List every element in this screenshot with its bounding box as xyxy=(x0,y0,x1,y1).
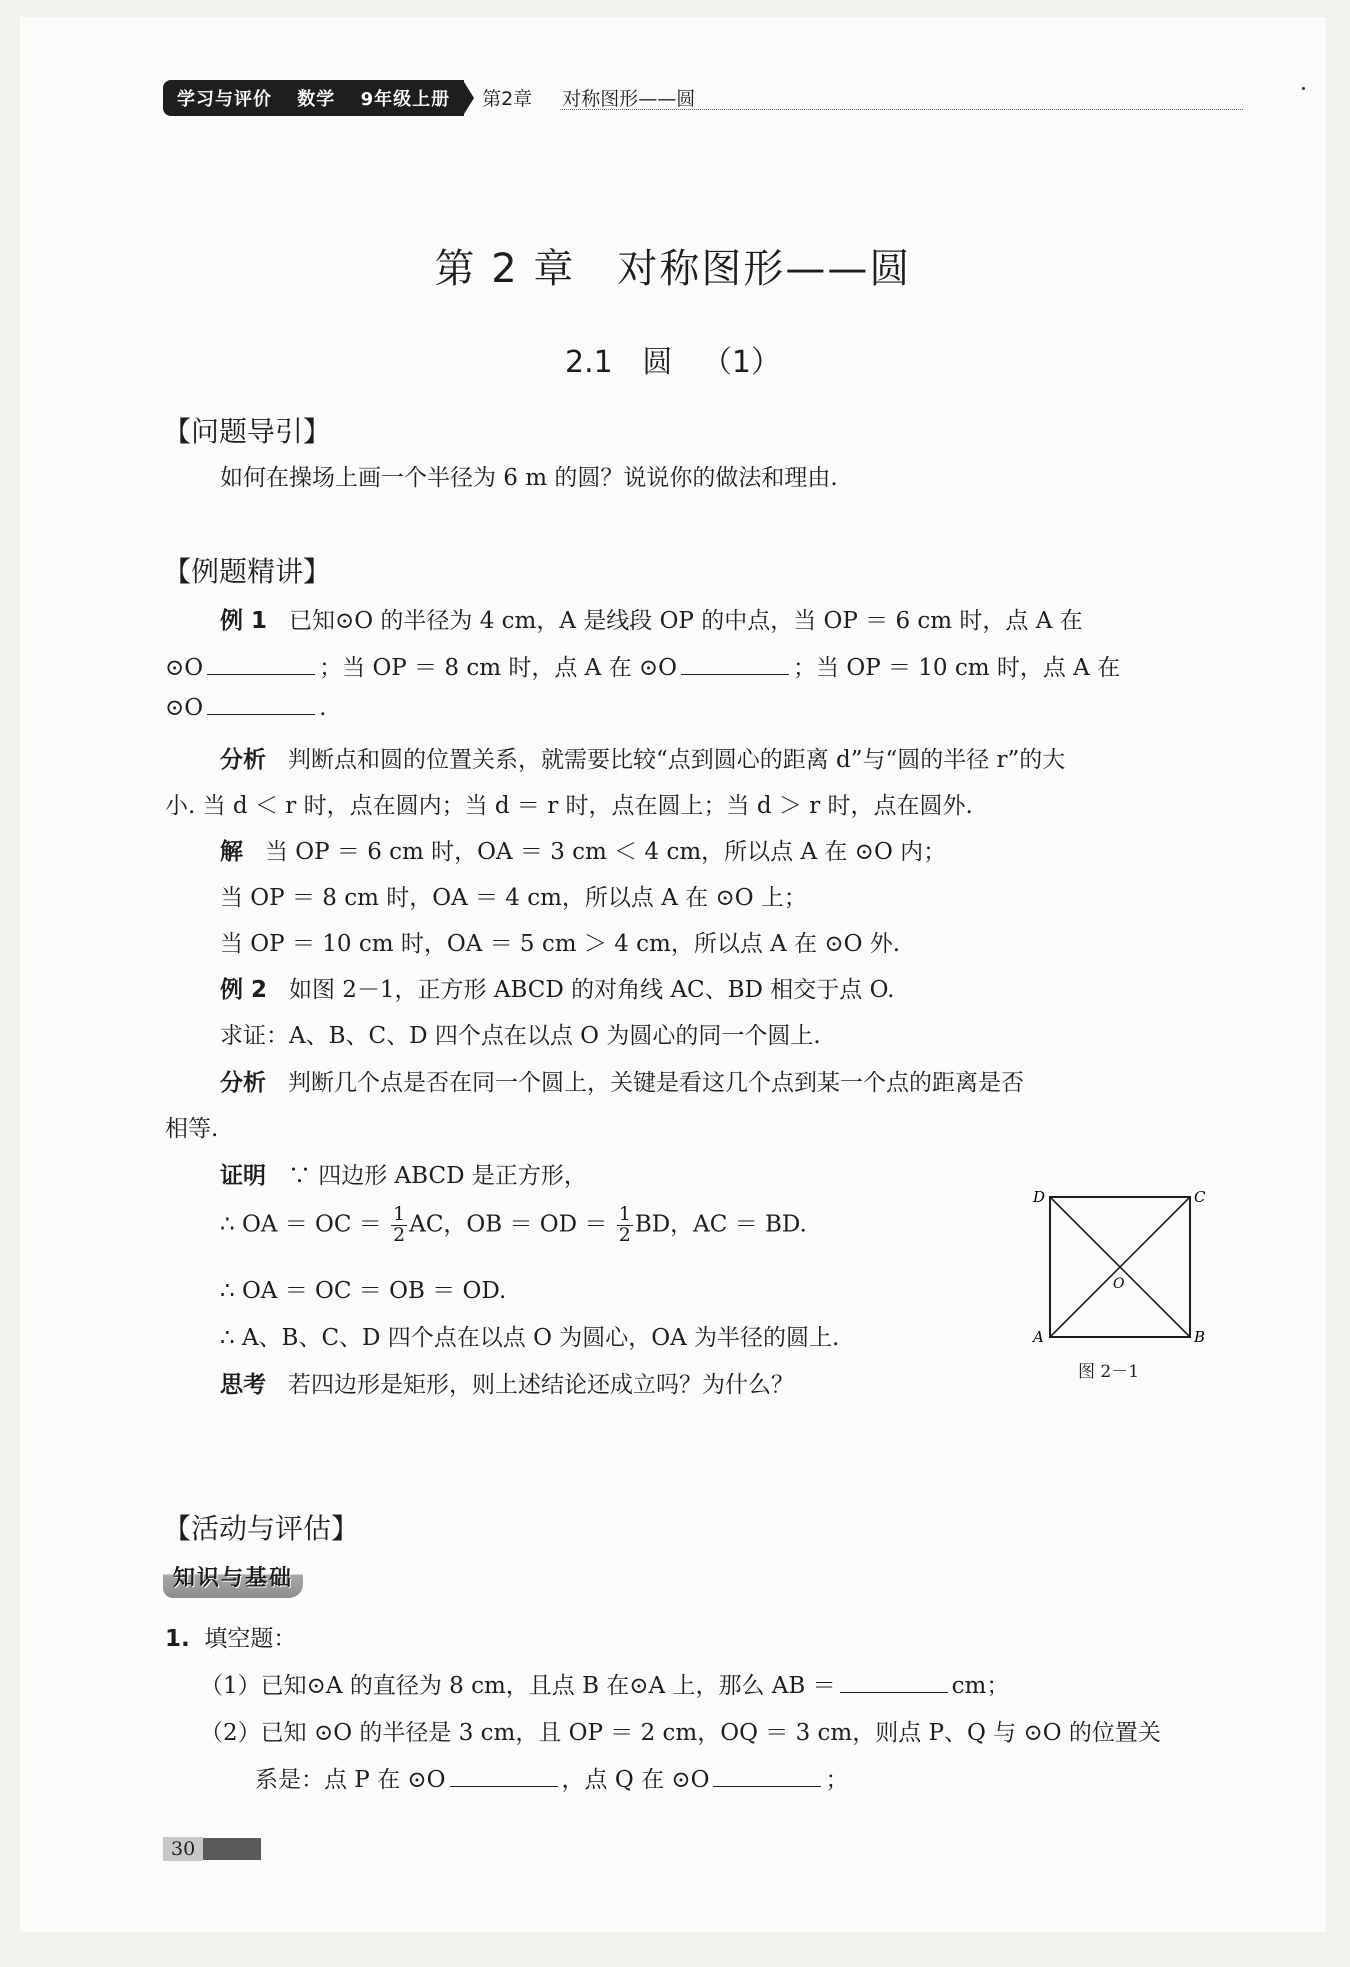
heading-activity: 【活动与评估】 xyxy=(163,1512,360,1545)
analysis-label: 分析 xyxy=(220,747,266,773)
chapter-title: 第 2 章 对称图形——圆 xyxy=(434,246,912,292)
figure-caption: 图 2－1 xyxy=(1078,1362,1140,1382)
header-chapter-number: 第2章 xyxy=(482,87,533,110)
section-title xyxy=(20,337,1326,381)
header-book-info xyxy=(163,80,464,116)
section-part: （1） xyxy=(701,345,781,380)
question-1-2-cont: 系是：点 P 在 ⊙O ，点 Q 在 ⊙O ； xyxy=(255,1767,849,1793)
solution-label: 解 xyxy=(220,839,243,865)
think-label: 思考 xyxy=(220,1372,266,1398)
example2-line2: 求证：A、B、C、D 四个点在以点 O 为圆心的同一个圆上. xyxy=(220,1023,821,1049)
header-item: 数学 xyxy=(297,89,336,110)
subsection-badge: 知识与基础 xyxy=(163,1559,303,1598)
answer-blank[interactable] xyxy=(681,656,789,675)
page-number-bar xyxy=(203,1838,261,1860)
fraction-one-half: $\frac{1}{2}$ xyxy=(618,1203,631,1246)
example2-label: 例 2 xyxy=(220,977,268,1003)
example1-line2: ⊙O ；当 OP ＝ 8 cm 时，点 A 在 ⊙O ；当 OP ＝ 10 cm 时，点 A 在 xyxy=(165,655,1121,681)
header-item: 9年级上册 xyxy=(360,89,451,110)
question-1-2: （2）已知 ⊙O 的半径是 3 cm，且 OP ＝ 2 cm，OQ ＝ 3 cm，则点 P、Q 与 ⊙O 的位置关 xyxy=(200,1720,1161,1746)
center-label-o: O xyxy=(1113,1276,1125,1292)
proof-label: 证明 xyxy=(220,1163,266,1189)
fraction-one-half: $\frac{1}{2}$ xyxy=(393,1203,406,1246)
vertex-label-d: D xyxy=(1033,1188,1046,1206)
section-name: 圆 xyxy=(642,345,673,380)
question-1: 1. 填空题： xyxy=(165,1626,297,1652)
intro-text: 如何在操场上画一个半径为 6 m 的圆？说说你的做法和理由. xyxy=(220,465,838,491)
example2-line1: 例 2 如图 2－1，正方形 ABCD 的对角线 AC、BD 相交于点 O. xyxy=(220,977,895,1003)
section-number: 2.1 xyxy=(565,345,613,380)
scan-speck xyxy=(1302,87,1305,90)
example1-solution-3: 当 OP ＝ 10 cm 时，OA ＝ 5 cm ＞ 4 cm，所以点 A 在 ⊙O 外. xyxy=(220,931,901,957)
example2-analysis-1: 分析 判断几个点是否在同一个圆上，关键是看这几个点到某一个点的距离是否 xyxy=(220,1070,1024,1096)
header-rule xyxy=(560,109,1243,110)
vertex-label-a: A xyxy=(1033,1328,1044,1342)
answer-blank[interactable] xyxy=(450,1768,558,1787)
think-line: 思考 若四边形是矩形，则上述结论还成立吗？为什么？ xyxy=(220,1372,794,1398)
example1-label: 例 1 xyxy=(220,608,268,634)
answer-blank[interactable] xyxy=(207,656,315,675)
proof-line2: ∴ OA ＝ OC ＝ $\frac{1}{2}$ AC，OB ＝ OD ＝ $\frac{1}{2}$ BD，AC ＝ BD. xyxy=(220,1203,807,1246)
example1-analysis-1: 分析 判断点和圆的位置关系，就需要比较“点到圆心的距离 d”与“圆的半径 r”的大 xyxy=(220,747,1066,773)
header-chapter-name: 对称图形——圆 xyxy=(562,87,696,110)
square-diagram xyxy=(1030,1182,1210,1342)
vertex-label-b: B xyxy=(1194,1328,1206,1342)
example1-solution-1: 解 当 OP ＝ 6 cm 时，OA ＝ 3 cm ＜ 4 cm，所以点 A 在 ⊙O 内； xyxy=(220,839,947,865)
answer-blank[interactable] xyxy=(713,1768,821,1787)
header-arrow xyxy=(464,82,474,114)
example1-line1: 例 1 已知⊙O 的半径为 4 cm，A 是线段 OP 的中点，当 OP ＝ 6 cm 时，点 A 在 xyxy=(220,608,1083,634)
proof-line3: ∴ OA ＝ OC ＝ OB ＝ OD. xyxy=(220,1278,507,1304)
vertex-label-c: C xyxy=(1194,1188,1206,1206)
answer-blank[interactable] xyxy=(840,1674,948,1693)
example1-line3: ⊙O . xyxy=(165,695,327,721)
header-item: 学习与评价 xyxy=(177,89,272,110)
question-number: 1. xyxy=(165,1626,190,1652)
proof-line1: 证明 ∵ 四边形 ABCD 是正方形， xyxy=(220,1163,587,1189)
question-1-1: （1）已知⊙A 的直径为 8 cm，且点 B 在⊙A 上，那么 AB ＝ cm； xyxy=(200,1673,1010,1699)
page-number-tab xyxy=(163,1837,261,1861)
textbook-page xyxy=(20,17,1326,1932)
proof-line4: ∴ A、B、C、D 四个点在以点 O 为圆心，OA 为半径的圆上. xyxy=(220,1325,840,1351)
page-number: 30 xyxy=(163,1837,203,1861)
example2-analysis-2: 相等. xyxy=(165,1116,219,1142)
heading-intro: 【问题导引】 xyxy=(163,415,332,448)
running-header xyxy=(163,80,719,116)
heading-examples: 【例题精讲】 xyxy=(163,555,332,588)
analysis-label: 分析 xyxy=(220,1070,266,1096)
answer-blank[interactable] xyxy=(207,696,315,715)
example1-solution-2: 当 OP ＝ 8 cm 时，OA ＝ 4 cm，所以点 A 在 ⊙O 上； xyxy=(220,885,807,911)
example1-analysis-2: 小. 当 d ＜ r 时，点在圆内；当 d ＝ r 时，点在圆上；当 d ＞ r 时，点在圆外. xyxy=(165,793,973,819)
